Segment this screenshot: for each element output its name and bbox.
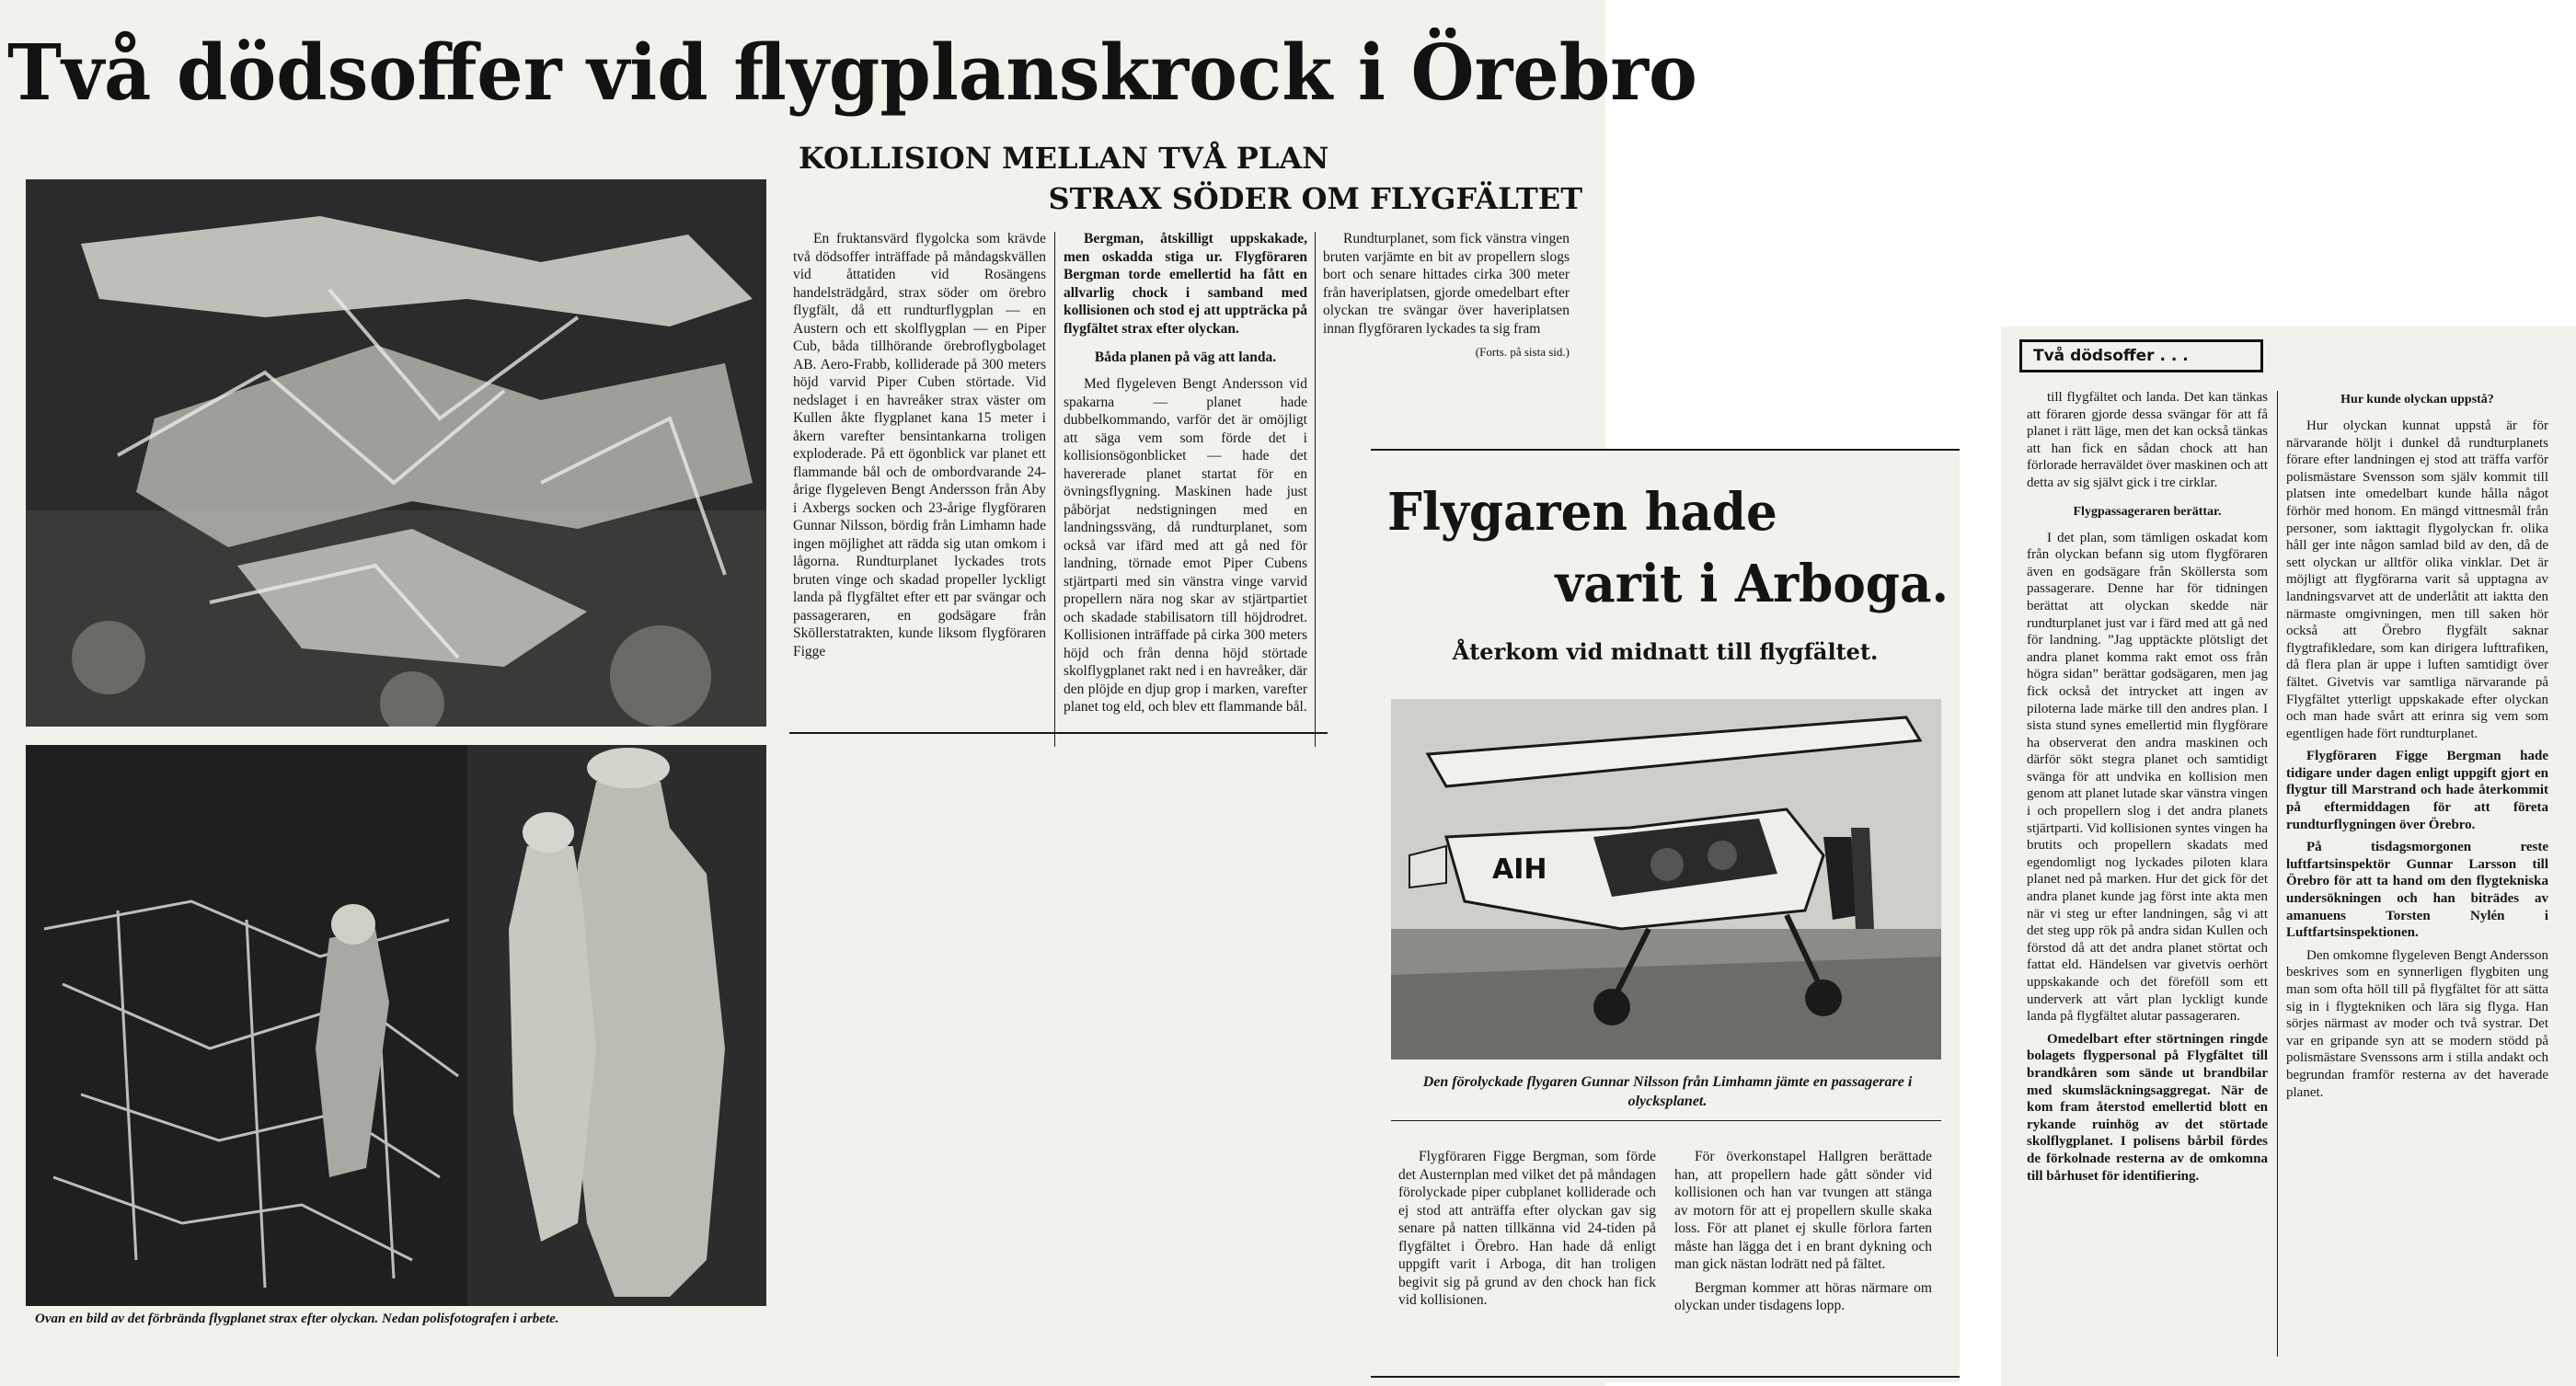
left-subhead-line1: KOLLISION MELLAN TVÅ PLAN (799, 141, 1329, 176)
plane-marking: AIH (1492, 853, 1547, 886)
right-column-1 (2027, 389, 2268, 1190)
left-column-2 (1064, 230, 1307, 722)
left-subhead-line2: STRAX SÖDER OM FLYGFÄLTET (1048, 181, 1582, 216)
middle-headline-line1: Flygaren hade (1387, 482, 1777, 543)
middle-clipping (1371, 449, 1960, 1382)
column-rule (1315, 232, 1316, 747)
continued-note: (Forts. på sista sid.) (1475, 345, 1570, 359)
left-col1-text: En fruktansvärd flygolcka som krävde två dödsoffer inträffade på måndagskvällen vid åttatiden vid Rosängens handelsträdgård, strax söder om örebro flygfält, då ett rundturflygplan — en Austern och ett skolflygplan — en Piper Cub, båda tillhörande örebroflygbolaget AB. Aero-Frabb, kolliderade på 300 meters höjd varvid Piper Cuben störtade. Vid nedslaget i en havreåker strax väster om Kullen åkte flygplanet kana 15 meter i åkern varefter bensintankarna troligen exploderade. På ett ögonblick var planet ett flammande bål och de ombordvarande 24-årige flygeleven Bengt Andersson från Aby i Axbergs socken och 23-årige flygföraren Gunnar Nilsson, bördig från Limhamn hade ingen möjlighet att rädda sig utan omkom i lågorna. Rundturplanet lyckades trots bruten vinge och skadad propeller lyckligt landa på flygfältet efter ett par svängar och passageraren, en godsägare från Sköllerstatrakten, kunde liksom flygföraren Figge (793, 231, 1046, 659)
middle-column-1 (1398, 1148, 1656, 1315)
middle-photo-caption: Den förolyckade flygaren Gunnar Nilsson från Limhamn jämte en passagerare i olycksplanet. (1422, 1074, 1913, 1109)
middle-column-2 (1674, 1148, 1932, 1321)
middle-col1-text: Flygföraren Figge Bergman, som förde det Austernplan med vilket det på måndagen förolyckade piper cubplanet kolliderade och ej stod att anträffa efter olyckan gav sig senare på natten tillkänna vid 24-tiden på flygfältet i Örebro. Han hade då enligt uppgift varit i Arboga, dit han troligen begivit sig på grund av den chock han fick vid kollisionen. (1398, 1149, 1656, 1308)
bottom-rule (789, 732, 1328, 734)
right-col1-text-a: till flygfältet och landa. Det kan tänkas att föraren gjorde dessa svängar för att få planet i rätt läge, men det kan också tänkas att han fick en sådan chock att han förlorade herraväldet över maskinen och att detta av sig självt gick i tre cirklar. (2027, 390, 2268, 490)
column-rule (1054, 232, 1055, 747)
middle-headline (1387, 476, 1949, 620)
left-col3-text: Rundturplanet, som fick vänstra vingen bruten varjämte en bit av propellern slogs bort och senare hittades cirka 300 meter från haveriplatsen, gjorde omedelbart efter olyckan tre svängar över haveriplatsen innan flygföraren lyckades ta sig fram (1323, 231, 1570, 337)
right-clipping (2001, 326, 2576, 1386)
middle-subhead: Återkom vid midnatt till flygfältet. (1452, 638, 1879, 665)
left-col2-subhead: Båda planen på väg att landa. (1094, 349, 1277, 365)
middle-col2-text-a: För överkonstapel Hallgren berättade han, att propellern hade gått sönder vid kollisionen och han var tvungen att stänga av motorn för att ej propellern skulle skaka loss. För att planet ej skulle förlora farten måste han lägga det i en brant dykning och man gick nästan lodrätt ned på fältet. (1674, 1149, 1932, 1272)
left-col2-text-a: Bergman, åtskilligt uppskakade, men oskadda stiga ur. Flygföraren Bergman torde emellertid ha fått en allvarlig chock i samband med kollisionen och stod ej att uppträcka på flygfältet strax efter olyckan. (1064, 231, 1307, 337)
right-column-2 (2286, 389, 2548, 1106)
right-col2-subhead: Hur kunde olyckan uppstå? (2340, 393, 2494, 407)
continuation-head-text: Två dödsoffer . . . (2033, 347, 2189, 365)
headline: Två dödsoffer vid flygplanskrock i Örebro (7, 28, 1697, 118)
top-rule (1371, 449, 1960, 451)
middle-col2-text-b: Bergman kommer att höras närmare om olyckan under tisdagens lopp. (1674, 1279, 1932, 1313)
right-col2-text-b: Flygföraren Figge Bergman hade tidigare under dagen enligt uppgift gjort en flygtur till Marstrand och hade återkommit på eftermiddagen för att företa rundturflygningen över Örebro. (2286, 749, 2548, 832)
pilot-aircraft-photo (1391, 699, 1941, 1060)
middle-headline-line2: varit i Arboga. (1555, 554, 1949, 614)
right-col1-subhead: Flygpassageraren berättar. (2073, 504, 2222, 519)
police-photographer-photo (26, 745, 766, 1306)
right-col1-text-b: I det plan, som tämligen oskadat kom från olyckan befann sig utom flygföraren även en godsägare från Sköllersta som passagerare. Denne har för tidningen berättat att olyckan skedde när rundturplanet just var i färd med att gå ned för landning. ”Jag upptäckte plötsligt det andra planet komma rakt emot oss från högra sidan” berättar godsägaren, men jag fick också det intrycket att ingen av piloterna lade märke till den andres plan. I sista stund synes emellertid min flygförare ha observerat den andra maskinen och därför sökt stegra planet och samtidigt svänga för att undvika en kollision men genom att planet lutade skar vänstra vingen i och propellern slog i det andra planets stjärtparti. Vid kollisionen syntes vingen ha brutits och propellern skadats med egendomligt nog lyckades piloten klara planet ned på marken. Hur det gick för det andra planet kunde jag först inte akta men när vi steg ur efter landningen, såg vi att det steg upp rök på andra sidan Kullen och förstod då att det andra planet störtat och fattat eld. Händelsen var givetvis oerhört uppskakande och det föreföll som ett underverk att vårt plan lyckligt kunde landa på flygfältet alutar passageraren. (2027, 530, 2268, 1025)
caption-rule (1391, 1120, 1941, 1121)
continuation-head-box (2019, 339, 2263, 372)
right-col1-text-c: Omedelbart efter störtningen ringde bolagets flygpersonal på Flygfältet till brandkåren som sände ut brandbilar med skumsläckningsaggregat. När de kom fram återstod emellertid blott en rykande ruinhög av det störtade skolflygplanet. I polisens bårbil fördes de förkolnade resterna av de omkomna till bårhuset för identifiering. (2027, 1031, 2268, 1184)
left-subhead (791, 138, 1582, 219)
left-column-3 (1323, 230, 1570, 361)
left-column-1 (793, 230, 1046, 666)
right-col2-text-d: Den omkomne flygeleven Bengt Andersson beskrives som en synnerligen flygbiten ung man som ofta höll till på flygfältet för att sätta sig in i flygtekniken och lära sig flyga. Han sörjes närmast av moder och två systrar. Det var en gripande syn att se modern stödd på polismästare Svenssons arm i stilla andakt och begrundan framför resterna av det haverade planet. (2286, 947, 2548, 1100)
column-rule (2277, 391, 2278, 1357)
bottom-rule (1371, 1376, 1960, 1378)
right-col2-text-c: På tisdagsmorgonen reste luftfartsinspektör Gunnar Larsson till Örebro för att ta hand om den flygtekniska undersökningen och han biträdes av amanuens Torsten Nylén i Luftfartsinspektionen. (2286, 840, 2548, 941)
crash-wreckage-photo (26, 179, 766, 727)
left-col2-text-b: Med flygeleven Bengt Andersson vid spakarna — planet hade dubbelkommando, varför det är omöjligt att säga vem som förde det i kollisionsögonblicket — hade det havererade planet startat för en övningsflygning. Maskinen hade just påbörjat nedstigningen med en landningssväng, då rundturplanet, som också var ifärd med att gå ned för landning, törnade emot Piper Cubens stjärtparti med sin vänstra vinge varvid propellern nära nog skar av stjärtpartiet och skadade stabilisatorn till höjdrodret. Kollisionen inträffade på cirka 300 meters höjd och från denna höjd störtade skolflygplanet rakt ned i en havreåker, där den plöjde en djup grop i marken, varefter planet tog eld, och blev ett flammande bål. (1064, 376, 1307, 715)
left-photo-caption: Ovan en bild av det förbrända flygplanet strax efter olyckan. Nedan polisfotografen i arbete. (35, 1312, 559, 1326)
right-col2-text-a: Hur olyckan kunnat uppstå är för närvarande höljt i dunkel då rundturplanets förare efter landningen ej stod att träffa varför polismästare Svensson som själv kommit till platsen inte omedelbart kunde hålla något förhör med honom. En mängd vittnesmål från personer, som iakttagit flygolyckan fr. olika håll ger inte någon samlad bild av den, då de sett olyckan ur alltför olika vinklar. Det är möjligt att flygförarna varit så upptagna av landningsvarvet att de underlåtit att iaktta den närmaste omgivningen, men till saken hör också att Örebro flygfält saknar flygtrafikledare, som kan dirigera lufttrafiken, då flera plan är uppe i luften samtidigt över fältet. Givetvis var samtliga närvarande på Flygfältet ytterligt uppskakade efter olyckan och man hade svårt att erinra sig vem som egentligen hade fört rundturplanet. (2286, 418, 2548, 741)
